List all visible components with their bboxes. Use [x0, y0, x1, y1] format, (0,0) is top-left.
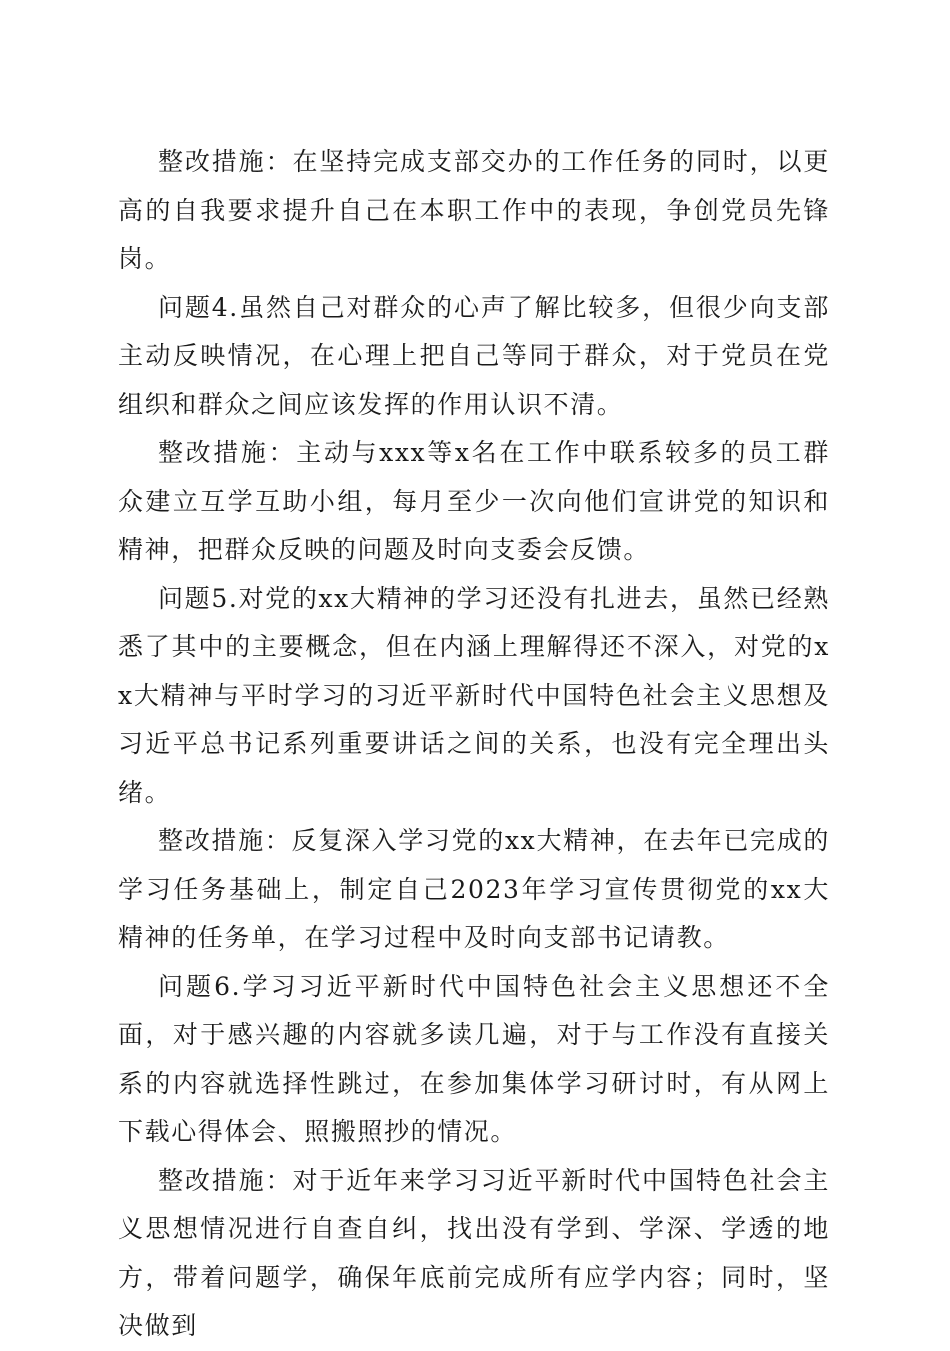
paragraph-measures-1: 整改措施：在坚持完成支部交办的工作任务的同时，以更高的自我要求提升自己在本职工作中的表现，争创党员先锋岗。: [118, 147, 830, 273]
paragraph-issue-6: 问题6.学习习近平新时代中国特色社会主义思想还不全面，对于感兴趣的内容就多读几遍，对于与工作没有直接关系的内容就选择性跳过，在参加集体学习研讨时，有从网上下载心得体会、照搬照抄的情况。: [118, 971, 830, 1146]
paragraph-measures-5: 整改措施：反复深入学习党的xx大精神，在去年已完成的学习任务基础上，制定自己2023年学习宣传贯彻党的xx大精神的任务单，在学习过程中及时向支部书记请教。: [118, 826, 830, 952]
document-body: [118, 138, 830, 1351]
paragraph-issue-5: 问题5.对党的xx大精神的学习还没有扎进去，虽然已经熟悉了其中的主要概念，但在内涵上理解得还不深入，对党的xx大精神与平时学习的习近平新时代中国特色社会主义思想及习近平总书记系列重要讲话之间的关系，也没有完全理出头绪。: [118, 583, 830, 807]
paragraph-issue-4: 问题4.虽然自己对群众的心声了解比较多，但很少向支部主动反映情况，在心理上把自己等同于群众，对于党员在党组织和群众之间应该发挥的作用认识不清。: [118, 292, 830, 419]
paragraph-measures-6: 整改措施：对于近年来学习习近平新时代中国特色社会主义思想情况进行自查自纠，找出没有学到、学深、学透的地方，带着问题学，确保年底前完成所有应学内容；同时，坚决做到: [118, 1165, 830, 1340]
paragraph-measures-4: 整改措施：主动与xxx等x名在工作中联系较多的员工群众建立互学互助小组，每月至少一次向他们宣讲党的知识和精神，把群众反映的问题及时向支委会反馈。: [118, 438, 830, 564]
